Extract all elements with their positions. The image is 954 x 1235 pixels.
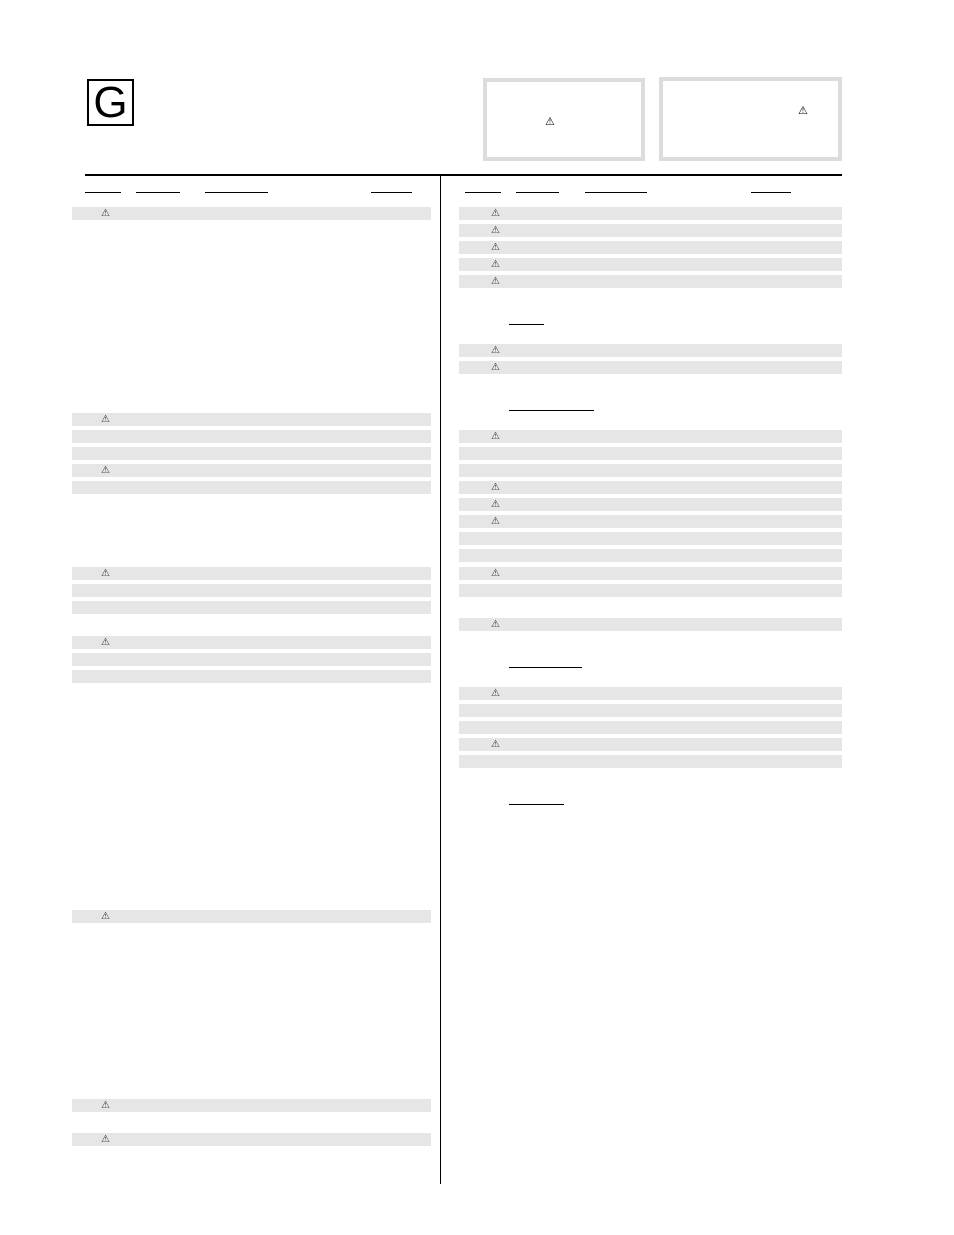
warning-triangle-icon: ⚠ <box>101 1134 110 1145</box>
warning-triangle-icon: ⚠ <box>101 568 110 579</box>
warning-triangle-icon: ⚠ <box>101 208 110 219</box>
column-header-underline <box>371 192 412 193</box>
table-row <box>459 481 842 494</box>
subheading-underline <box>509 324 544 325</box>
warning-triangle-icon: ⚠ <box>101 465 110 476</box>
table-row <box>72 670 431 683</box>
table-row <box>459 344 842 357</box>
warning-triangle-icon: ⚠ <box>491 242 500 253</box>
table-row <box>459 241 842 254</box>
table-row <box>459 207 842 220</box>
table-row <box>72 207 431 220</box>
table-row <box>459 464 842 477</box>
column-header-underline <box>585 192 647 193</box>
section-letter: G <box>93 78 128 127</box>
warning-triangle-icon: ⚠ <box>491 619 500 630</box>
table-row <box>72 636 431 649</box>
column-header-underline <box>751 192 791 193</box>
table-row <box>72 1133 431 1146</box>
table-row <box>72 430 431 443</box>
warning-triangle-icon: ⚠ <box>491 739 500 750</box>
table-row <box>459 515 842 528</box>
legend-box-left <box>483 78 645 161</box>
legend-box-right <box>659 77 842 161</box>
table-row <box>459 258 842 271</box>
warning-triangle-icon: ⚠ <box>491 431 500 442</box>
column-header-underline <box>136 192 180 193</box>
table-row <box>72 447 431 460</box>
warning-triangle-icon: ⚠ <box>491 259 500 270</box>
warning-triangle-icon: ⚠ <box>491 482 500 493</box>
warning-triangle-icon: ⚠ <box>101 1100 110 1111</box>
table-row <box>459 687 842 700</box>
table-row <box>459 361 842 374</box>
table-row <box>72 653 431 666</box>
table-row <box>459 430 842 443</box>
header-rule <box>85 174 842 176</box>
warning-triangle-icon: ⚠ <box>545 115 555 128</box>
table-row <box>72 1099 431 1112</box>
table-row <box>459 498 842 511</box>
subheading-underline <box>509 804 564 805</box>
table-row <box>72 910 431 923</box>
table-row <box>459 738 842 751</box>
section-letter-box <box>87 79 134 126</box>
warning-triangle-icon: ⚠ <box>798 104 808 117</box>
table-row <box>459 755 842 768</box>
warning-triangle-icon: ⚠ <box>101 414 110 425</box>
warning-triangle-icon: ⚠ <box>491 688 500 699</box>
table-row <box>459 704 842 717</box>
table-row <box>459 532 842 545</box>
warning-triangle-icon: ⚠ <box>491 362 500 373</box>
warning-triangle-icon: ⚠ <box>101 637 110 648</box>
warning-triangle-icon: ⚠ <box>491 345 500 356</box>
table-row <box>459 447 842 460</box>
subheading-underline <box>509 667 582 668</box>
warning-triangle-icon: ⚠ <box>491 568 500 579</box>
table-row <box>72 413 431 426</box>
column-divider <box>440 176 441 1184</box>
table-row <box>459 721 842 734</box>
warning-triangle-icon: ⚠ <box>491 276 500 287</box>
warning-triangle-icon: ⚠ <box>101 911 110 922</box>
warning-triangle-icon: ⚠ <box>491 499 500 510</box>
table-row <box>459 275 842 288</box>
column-header-underline <box>85 192 121 193</box>
table-row <box>72 481 431 494</box>
column-header-underline <box>465 192 501 193</box>
warning-triangle-icon: ⚠ <box>491 208 500 219</box>
table-row <box>72 584 431 597</box>
subheading-underline <box>509 410 594 411</box>
table-row <box>72 601 431 614</box>
warning-triangle-icon: ⚠ <box>491 225 500 236</box>
table-row <box>72 464 431 477</box>
table-row <box>459 584 842 597</box>
table-row <box>459 549 842 562</box>
table-row <box>459 618 842 631</box>
column-header-underline <box>516 192 559 193</box>
table-row <box>72 567 431 580</box>
table-row <box>459 224 842 237</box>
column-header-underline <box>205 192 268 193</box>
table-row <box>459 567 842 580</box>
warning-triangle-icon: ⚠ <box>491 516 500 527</box>
